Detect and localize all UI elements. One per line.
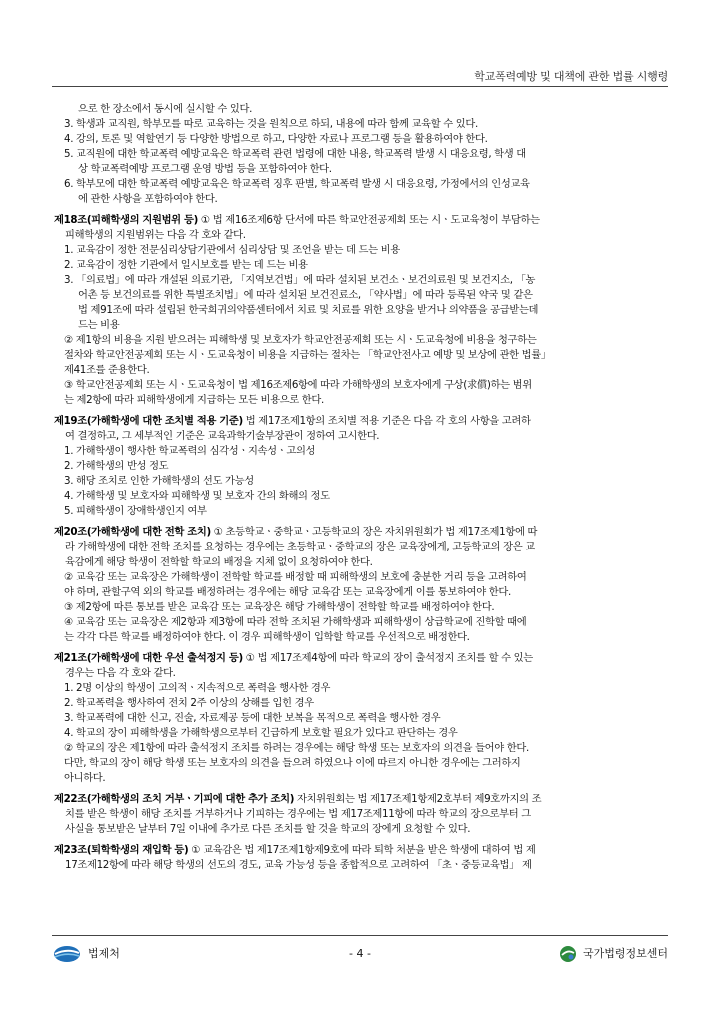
body-text-line (54, 192, 668, 207)
line-text: 법 제91조에 따라 설립된 한국희귀의약품센터에서 치료 및 치료를 위한 요양을 받거나 의약품을 공급받는데 (78, 304, 539, 316)
footer-divider (52, 935, 668, 936)
body-text-line (54, 726, 668, 741)
body-text-line (54, 555, 668, 570)
line-text: ① 교육감은 법 제17조제1항제9호에 따라 퇴학 처분을 받은 학생에 대하여 법 제 (188, 844, 536, 856)
body-text-line (54, 444, 668, 459)
line-text: 사실을 통보받은 날부터 7일 이내에 추가로 다른 조치를 할 것을 학교의 장에게 요청할 수 있다. (65, 823, 471, 835)
body-text-line (54, 696, 668, 711)
line-text: 어촌 등 보건의료를 위한 특별조치법」에 따라 설치된 보건진료소, 「약사법」에 따라 등록된 약국 및 같은 (78, 289, 533, 301)
article-title: 제22조(가해학생의 조치 거부ㆍ기피에 대한 추가 조치) (54, 793, 295, 805)
body-text-line (54, 378, 668, 393)
page-footer (52, 943, 668, 967)
body-text-line (54, 177, 668, 192)
body-text-line (54, 363, 668, 378)
line-text: ① 법 제16조제6항 단서에 따른 학교안전공제회 또는 시ㆍ도교육청이 부담하는 (197, 214, 540, 226)
line-text: 아니하다. (64, 772, 106, 784)
line-text: ④ 교육감 또는 교육장은 제2항과 제3항에 따라 전학 조치된 가해학생과 피해학생이 상급학교에 진학할 때에 (64, 616, 527, 628)
article-heading-line (54, 414, 668, 429)
article-heading-line (54, 792, 668, 807)
footer-left-label: 법제처 (88, 947, 120, 960)
line-text: 에 관한 사항을 포함하여야 한다. (78, 193, 218, 205)
body-text-line (54, 147, 668, 162)
line-text: ① 법 제17조제4항에 따라 학교의 장이 출석정지 조치를 할 수 있는 (242, 652, 533, 664)
header-divider (52, 86, 668, 87)
body-text-line (54, 132, 668, 147)
line-text: ③ 제2항에 따른 통보를 받은 교육감 또는 교육장은 해당 가해학생이 전학할 학교를 배정하여야 한다. (64, 601, 495, 613)
body-text-line (54, 393, 668, 408)
line-text: 6. 학부모에 대한 학교폭력 예방교육은 학교폭력 징후 판별, 학교폭력 발생 시 대응요령, 가정에서의 인성교육 (64, 178, 530, 190)
body-text-line (54, 459, 668, 474)
article-heading-line (54, 843, 668, 858)
footer-right-label: 국가법령정보센터 (582, 947, 668, 960)
line-text: 자치위원회는 법 제17조제1항제2호부터 제9호까지의 조 (294, 793, 542, 805)
line-text: 으로 한 장소에서 동시에 실시할 수 있다. (78, 103, 253, 115)
law-info-center-logo-icon (558, 944, 578, 964)
line-text: 법 제17조제1항의 조치별 적용 기준은 다음 각 호의 사항을 고려하 (242, 415, 531, 427)
document-body (54, 102, 668, 873)
line-text: ② 교육감 또는 교육장은 가해학생이 전학할 학교를 배정할 때 피해학생의 보호에 충분한 거리 등을 고려하여 (64, 571, 527, 583)
body-text-line (54, 771, 668, 786)
line-text: 라 가해학생에 대한 전학 조치를 요청하는 경우에는 초등학교ㆍ중학교의 장은 교육장에게, 고등학교의 장은 교 (65, 541, 535, 553)
body-text-line (54, 318, 668, 333)
line-text: 드는 비용 (78, 319, 120, 331)
line-text: 1. 교육감이 정한 전문심리상담기관에서 심리상담 및 조언을 받는 데 드는 비용 (64, 244, 400, 256)
body-text-line (54, 504, 668, 519)
body-text-line (54, 288, 668, 303)
line-text: 17조제12항에 따라 해당 학생의 선도의 경도, 교육 가능성 등을 종합적으로 고려하여 「초ㆍ중등교육법」 제 (65, 859, 532, 871)
body-text-line (54, 474, 668, 489)
body-text-line (54, 756, 668, 771)
body-text-line (54, 489, 668, 504)
line-text: 육감에게 해당 학생이 전학할 학교의 배정을 지체 없이 요청하여야 한다. (65, 556, 373, 568)
body-text-line (54, 585, 668, 600)
body-text-line (54, 630, 668, 645)
line-text: 4. 학교의 장이 피해학생을 가해학생으로부터 긴급하게 보호할 필요가 있다고 판단하는 경우 (64, 727, 458, 739)
article-heading-line (54, 213, 668, 228)
body-text-line (54, 858, 668, 873)
line-text: 치를 받은 학생이 해당 조치를 거부하거나 기피하는 경우에는 법 제17조제11항에 따라 학교의 장으로부터 그 (65, 808, 531, 820)
body-text-line (54, 429, 668, 444)
body-text-line (54, 615, 668, 630)
line-text: 3. 「의료법」에 따라 개설된 의료기관, 「지역보건법」에 따라 설치된 보건소ㆍ보건의료원 및 보건지소, 「농 (64, 274, 536, 286)
line-text: 3. 학생과 교직원, 학부모를 따로 교육하는 것을 원칙으로 하되, 내용에 따라 함께 교육할 수 있다. (64, 118, 478, 130)
body-text-line (54, 711, 668, 726)
article-heading-line (54, 525, 668, 540)
body-text-line (54, 807, 668, 822)
line-text: ② 제1항의 비용을 지원 받으려는 피해학생 및 보호자가 학교안전공제회 또는 시ㆍ도교육청에 비용을 청구하는 (64, 334, 537, 346)
article-title: 제19조(가해학생에 대한 조치별 적용 기준) (54, 415, 243, 427)
line-text: 1. 2명 이상의 학생이 고의적ㆍ지속적으로 폭력을 행사한 경우 (64, 682, 331, 694)
body-text-line (54, 540, 668, 555)
body-text-line (54, 102, 668, 117)
line-text: 야 하며, 관할구역 외의 학교를 배정하려는 경우에는 해당 교육감 또는 교육장에게 이를 통보하여야 한다. (64, 586, 511, 598)
article-title: 제23조(퇴학학생의 재입학 등) (54, 844, 189, 856)
body-text-line (54, 570, 668, 585)
body-text-line (54, 333, 668, 348)
line-text: 2. 학교폭력을 행사하여 전치 2주 이상의 상해를 입힌 경우 (64, 697, 314, 709)
body-text-line (54, 162, 668, 177)
line-text: 1. 가해학생이 행사한 학교폭력의 심각성ㆍ지속성ㆍ고의성 (64, 445, 316, 457)
line-text: 4. 강의, 토론 및 역할연기 등 다양한 방법으로 하고, 다양한 자료나 프로그램 등을 활용하여야 한다. (64, 133, 488, 145)
line-text: 는 각각 다른 학교를 배정하여야 한다. 이 경우 피해학생이 입학할 학교를 우선적으로 배정한다. (64, 631, 470, 643)
line-text: 피해학생의 지원범위는 다음 각 호와 같다. (65, 229, 246, 241)
line-text: 다만, 학교의 장이 해당 학생 또는 보호자의 의견을 들으려 하였으나 이에 따르지 아니한 경우에는 그러하지 (64, 757, 521, 769)
line-text: 5. 교직원에 대한 학교폭력 예방교육은 학교폭력 관련 법령에 대한 내용, 학교폭력 발생 시 대응요령, 학생 대 (64, 148, 526, 160)
body-text-line (54, 228, 668, 243)
line-text: 5. 피해학생이 장애학생인지 여부 (64, 505, 207, 517)
line-text: 4. 가해학생 및 보호자와 피해학생 및 보호자 간의 화해의 정도 (64, 490, 330, 502)
body-text-line (54, 741, 668, 756)
line-text: ② 학교의 장은 제1항에 따라 출석정지 조치를 하려는 경우에는 해당 학생 또는 보호자의 의견을 들어야 한다. (64, 742, 529, 754)
body-text-line (54, 117, 668, 132)
body-text-line (54, 258, 668, 273)
body-text-line (54, 348, 668, 363)
line-text: 3. 해당 조치로 인한 가해학생의 선도 가능성 (64, 475, 254, 487)
article-title: 제21조(가해학생에 대한 우선 출석정지 등) (54, 652, 243, 664)
line-text: ① 초등학교ㆍ중학교ㆍ고등학교의 장은 자치위원회가 법 제17조제1항에 따 (210, 526, 538, 538)
line-text: 여 결정하고, 그 세부적인 기준은 교육과학기술부장관이 정하여 고시한다. (65, 430, 380, 442)
page-number: - 4 - (349, 947, 371, 960)
body-text-line (54, 600, 668, 615)
article-title: 제18조(피해학생의 지원범위 등) (54, 214, 198, 226)
line-text: 3. 학교폭력에 대한 신고, 진술, 자료제공 등에 대한 보복을 목적으로 폭력을 행사한 경우 (64, 712, 441, 724)
body-text-line (54, 273, 668, 288)
line-text: 2. 가해학생의 반성 정도 (64, 460, 169, 472)
body-text-line (54, 666, 668, 681)
body-text-line (54, 303, 668, 318)
article-heading-line (54, 651, 668, 666)
line-text: 경우는 다음 각 호와 같다. (65, 667, 176, 679)
line-text: 상 학교폭력예방 프로그램 운영 방법 등을 포함하여야 한다. (78, 163, 332, 175)
line-text: 는 제2항에 따라 피해학생에게 지급하는 모든 비용으로 한다. (64, 394, 324, 406)
article-title: 제20조(가해학생에 대한 전학 조치) (54, 526, 211, 538)
page-header-title: 학교폭력예방 및 대책에 관한 법률 시행령 (474, 70, 668, 83)
footer-right (558, 943, 668, 965)
body-text-line (54, 822, 668, 837)
line-text: 제41조를 준용한다. (64, 364, 150, 376)
line-text: ③ 학교안전공제회 또는 시ㆍ도교육청이 법 제16조제6항에 따라 가해학생의 보호자에게 구상(求償)하는 범위 (64, 379, 532, 391)
body-text-line (54, 243, 668, 258)
body-text-line (54, 681, 668, 696)
line-text: 절차와 학교안전공제회 또는 시ㆍ도교육청이 비용을 지급하는 절차는 「학교안전사고 예방 및 보상에 관한 법률」 (64, 349, 551, 361)
line-text: 2. 교육감이 정한 기관에서 일시보호를 받는 데 드는 비용 (64, 259, 308, 271)
